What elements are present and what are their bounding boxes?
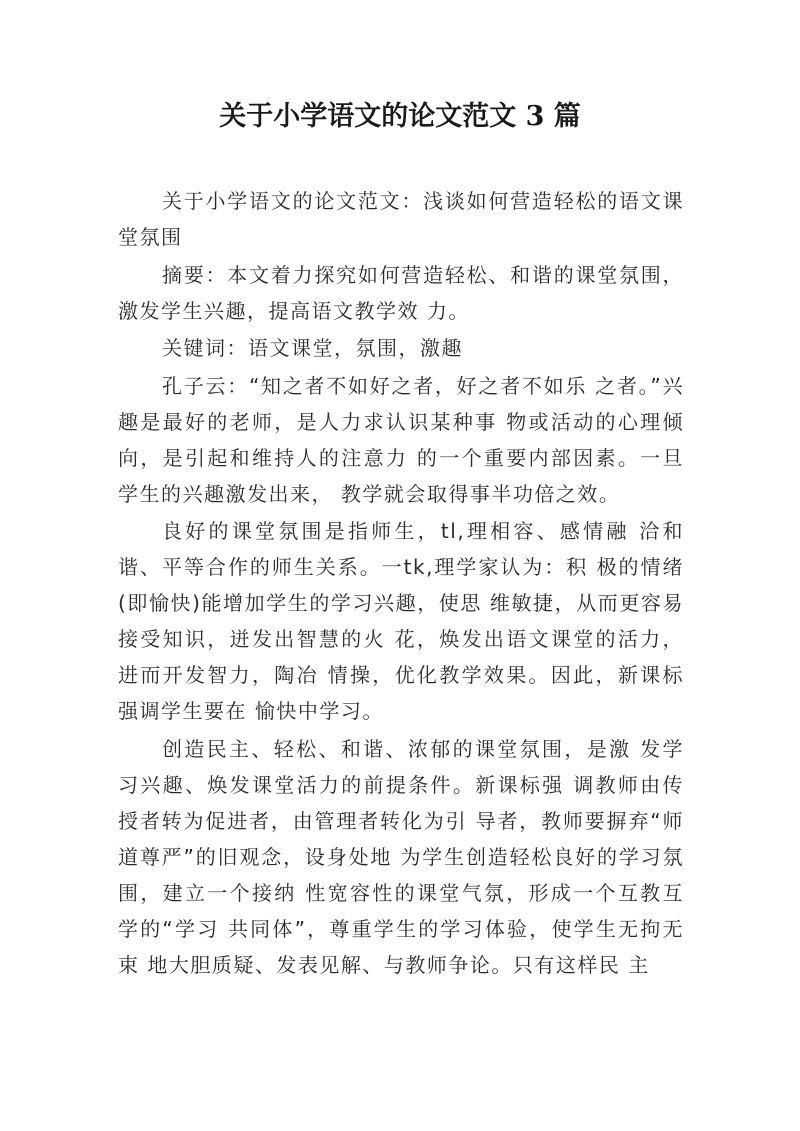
paragraph-keywords: 关键词：语文课堂，氛围，激趣 bbox=[162, 336, 463, 360]
paragraph-body: 良好的课堂氛围是指师生，tl,理相容、感情融 洽和谐、平等合作的师生关系。一tk,理学家认为：积 极的情绪(即愉快)能增加学生的学习兴趣，使思 维敏捷，从而更容易接受知识，迸发出智慧的火 花，焕发出语文课堂的活力，进而开发智力，陶冶 情操，优化教学效果。因此，新课标强调学生要在 愉快中学习。 bbox=[118, 519, 684, 723]
paragraph-abstract: 摘要：本文着力探究如何营造轻松、和谐的课堂氛围，激发学生兴趣，提高语文教学效 力。 bbox=[118, 262, 684, 323]
paragraph-body: 孔子云：“知之者不如好之者，好之者不如乐 之者。”兴趣是最好的老师，是人力求认识某种事 物或活动的心理倾向，是引起和维持人的注意力 的一个重要内部因素。一旦学生的兴趣激发出来， 教学就会取得事半功倍之效。 bbox=[118, 373, 684, 506]
document-body bbox=[118, 183, 684, 984]
document-title: 关于小学语文的论文范文 3 篇 bbox=[219, 101, 581, 132]
paragraph-article-heading: 关于小学语文的论文范文：浅谈如何营造轻松的语文课堂氛围 bbox=[118, 189, 684, 249]
paragraph-body: 创造民主、轻松、和谐、浓郁的课堂氛围，是激 发学习兴趣、焕发课堂活力的前提条件。新课标强 调教师由传授者转为促进者，由管理者转化为引 导者，教师要摒弃“师道尊严”的旧观念，设身处地 为学生创造轻松良好的学习氛围，建立一个接纳 性宽容性的课堂气氛，形成一个互教互学的“学习 共同体”，尊重学生的学习体验，使学生无拘无束 地大胆质疑、发表见解、与教师争论。只有这样民 主 bbox=[118, 736, 684, 977]
